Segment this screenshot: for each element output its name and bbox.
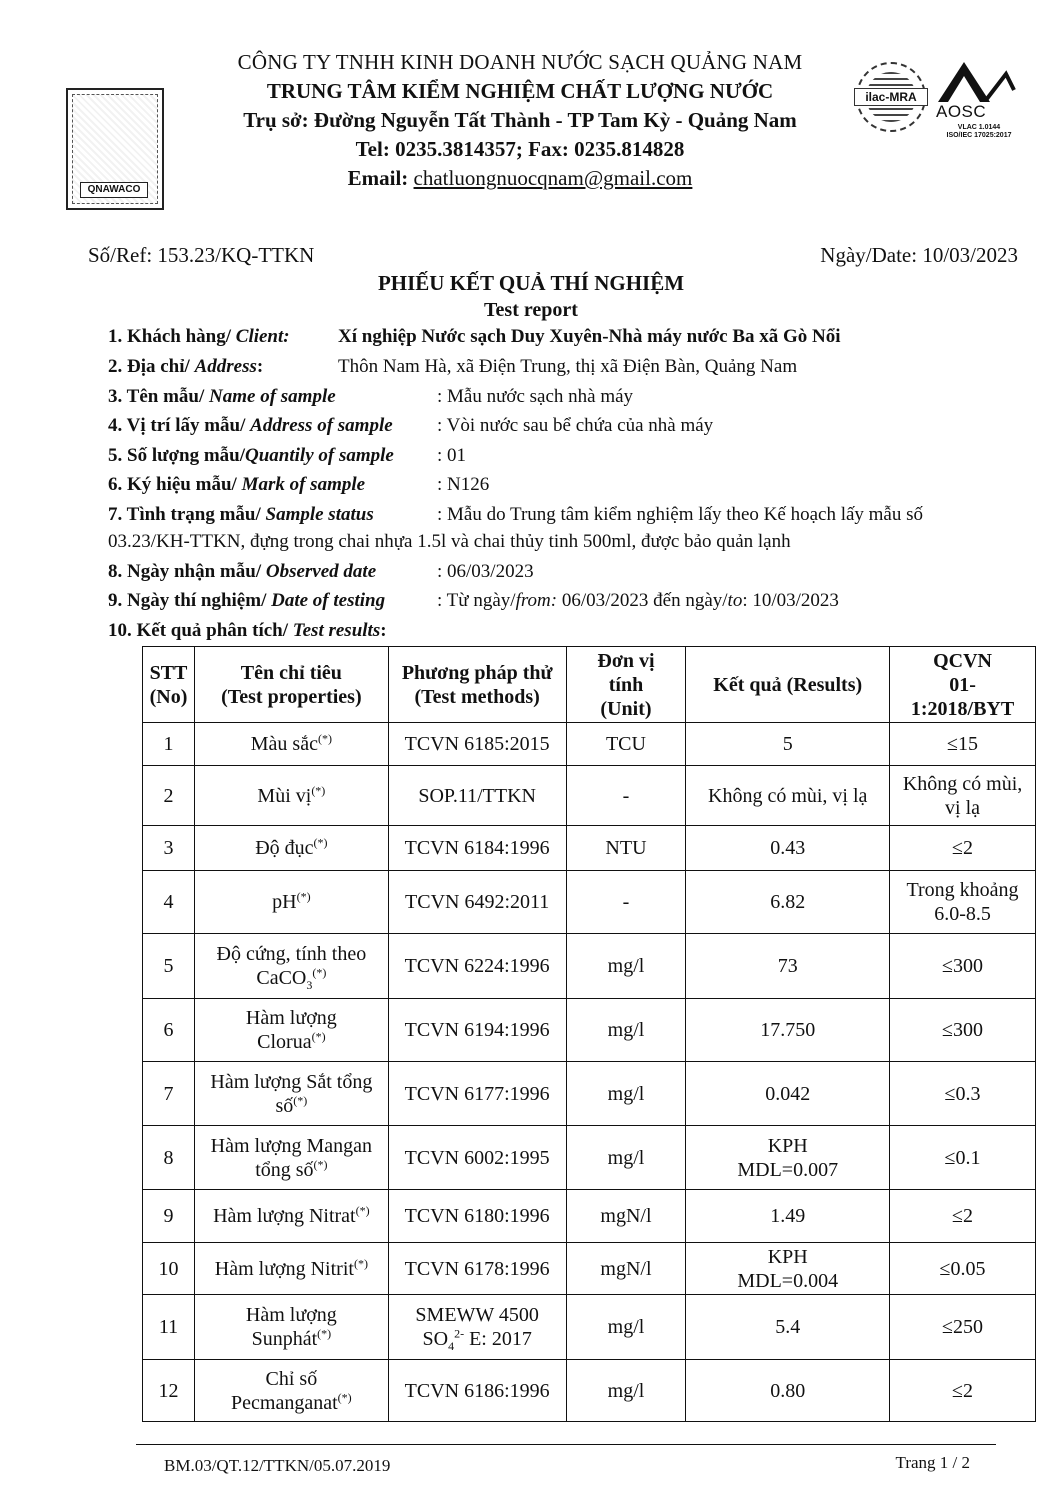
cell-method: TCVN 6186:1996 — [388, 1360, 566, 1422]
cell-unit: - — [566, 766, 686, 826]
sample-location-row — [108, 415, 393, 437]
aosc-label: AOSC — [936, 102, 987, 121]
ilac-seal-text: ilac-MRA — [854, 88, 928, 106]
cell-limit: ≤0.1 — [890, 1126, 1036, 1190]
aosc-vlac: VLAC 1.0144 — [957, 124, 1001, 131]
cell-method: SOP.11/TTKN — [388, 766, 566, 826]
cell-unit: mg/l — [566, 1126, 686, 1190]
received-value: : 06/03/2023 — [437, 561, 534, 582]
cell-name: Hàm lượng Sunphát(*) — [194, 1295, 388, 1360]
sample-location-value: : Vòi nước sau bể chứa của nhà máy — [437, 415, 714, 436]
client-value: Xí nghiệp Nước sạch Duy Xuyên-Nhà máy nước Ba xã Gò Nổi — [338, 326, 841, 347]
cell-no: 3 — [143, 826, 195, 871]
cell-no: 9 — [143, 1190, 195, 1243]
cell-limit: ≤2 — [890, 1190, 1036, 1243]
form-code: BM.03/QT.12/TTKN/05.07.2019 — [164, 1456, 391, 1475]
letterhead — [170, 48, 870, 193]
cell-result: 73 — [686, 934, 890, 999]
cell-method: TCVN 6194:1996 — [388, 999, 566, 1062]
cell-method: TCVN 6180:1996 — [388, 1190, 566, 1243]
client-row — [108, 326, 290, 348]
table-row — [143, 826, 1036, 871]
report-title: PHIẾU KẾT QUẢ THÍ NGHIỆM — [377, 271, 685, 295]
cell-limit: ≤2 — [890, 826, 1036, 871]
cell-name: Hàm lượng Nitrit(*) — [194, 1243, 388, 1295]
quantity-row — [108, 445, 394, 467]
cell-limit: ≤0.3 — [890, 1062, 1036, 1126]
aosc-sub — [934, 124, 1024, 140]
testing-row — [108, 590, 385, 612]
cell-unit: mg/l — [566, 1360, 686, 1422]
received-row — [108, 561, 376, 583]
table-row — [143, 766, 1036, 826]
cell-method: SMEWW 4500 $SO_4^{2-}$ E: 2017 — [388, 1295, 566, 1360]
cell-method: TCVN 6002:1995 — [388, 1126, 566, 1190]
aosc-accreditation-mark — [934, 60, 1024, 140]
cell-name: Hàm lượng Clorua(*) — [194, 999, 388, 1062]
cell-result: 5 — [686, 723, 890, 766]
cell-no: 11 — [143, 1295, 195, 1360]
cell-method: TCVN 6185:2015 — [388, 723, 566, 766]
cell-unit: mgN/l — [566, 1243, 686, 1295]
table-header-row — [143, 647, 1036, 723]
table-row — [143, 1243, 1036, 1295]
cell-no: 4 — [143, 871, 195, 934]
table-row — [143, 1360, 1036, 1422]
testing-label: 9. Ngày thí nghiệm/ Date of testing — [108, 590, 386, 611]
results-table — [142, 646, 1036, 1422]
cell-name: Hàm lượng Sắt tổng số(*) — [194, 1062, 388, 1126]
cell-result: 0.80 — [686, 1360, 890, 1422]
company-name: CÔNG TY TNHH KINH DOANH NƯỚC SẠCH QUẢNG NAM — [237, 50, 803, 74]
cell-limit: Không có mùi, vị lạ — [890, 766, 1036, 826]
cell-unit: TCU — [566, 723, 686, 766]
cell-result: Không có mùi, vị lạ — [686, 766, 890, 826]
mark-label: 6. Ký hiệu mẫu/ Mark of sample — [108, 474, 366, 495]
sample-location-label: 4. Vị trí lấy mẫu/ Address of sample — [108, 415, 393, 436]
reference-number: Số/Ref: 153.23/KQ-TTKN — [88, 243, 315, 267]
cell-no: 6 — [143, 999, 195, 1062]
col-header-method: Phương pháp thử (Test methods) — [388, 647, 566, 723]
cell-unit: mg/l — [566, 1295, 686, 1360]
report-subtitle: Test report — [484, 299, 578, 321]
aosc-triangle-icon — [934, 60, 1024, 104]
status-value-line2: 03.23/KH-TTKN, đựng trong chai nhựa 1.5l và chai thủy tinh 500ml, được bảo quản lạnh — [108, 531, 791, 552]
cell-result: KPH MDL=0.004 — [686, 1243, 890, 1295]
report-date: Ngày/Date: 10/03/2023 — [820, 243, 1018, 267]
received-label: 8. Ngày nhận mẫu/ Observed date — [108, 561, 377, 582]
client-label: 1. Khách hàng/ Client: — [108, 326, 290, 347]
footer-divider — [136, 1444, 996, 1445]
table-row — [143, 999, 1036, 1062]
cell-no: 10 — [143, 1243, 195, 1295]
table-row — [143, 1190, 1036, 1243]
email-label: Email: — [347, 166, 409, 190]
sample-name-value: : Mẫu nước sạch nhà máy — [437, 386, 634, 407]
cell-result: 5.4 — [686, 1295, 890, 1360]
testing-value: : Từ ngày/from: 06/03/2023 đến ngày/to: 10/03/2023 — [437, 590, 839, 611]
page-number: Trang 1 / 2 — [895, 1453, 970, 1472]
table-row — [143, 1062, 1036, 1126]
company-logo — [66, 88, 164, 210]
cell-no: 12 — [143, 1360, 195, 1422]
cell-limit: ≤300 — [890, 999, 1036, 1062]
cell-limit: ≤15 — [890, 723, 1036, 766]
cell-result: 0.042 — [686, 1062, 890, 1126]
mark-value: : N126 — [437, 474, 490, 495]
cell-unit: mg/l — [566, 999, 686, 1062]
cell-method: TCVN 6492:2011 — [388, 871, 566, 934]
cell-method: TCVN 6184:1996 — [388, 826, 566, 871]
col-header-result: Kết quả (Results) — [686, 647, 890, 723]
company-phone: Tel: 0235.3814357; Fax: 0235.814828 — [355, 137, 685, 161]
address-label: 2. Địa chỉ/ Address: — [108, 356, 264, 377]
cell-unit: - — [566, 871, 686, 934]
cell-result: 6.82 — [686, 871, 890, 934]
cell-unit: mgN/l — [566, 1190, 686, 1243]
address-row — [108, 356, 263, 378]
cell-limit: Trong khoảng 6.0-8.5 — [890, 871, 1036, 934]
table-row — [143, 1295, 1036, 1360]
quantity-value: : 01 — [437, 445, 467, 466]
results-heading: 10. Kết quả phân tích/ Test results: — [108, 620, 387, 641]
cell-result: KPH MDL=0.007 — [686, 1126, 890, 1190]
cell-name: Độ cứng, tính theo CaCO$_3$(*) — [194, 934, 388, 999]
aosc-iso: ISO/IEC 17025:2017 — [946, 132, 1012, 139]
cell-name: Chỉ số Pecmanganat(*) — [194, 1360, 388, 1422]
table-row — [143, 723, 1036, 766]
col-header-name: Tên chỉ tiêu (Test properties) — [194, 647, 388, 723]
cell-result: 1.49 — [686, 1190, 890, 1243]
ilac-mra-seal — [856, 62, 926, 132]
status-label: 7. Tình trạng mẫu/ Sample status — [108, 504, 374, 525]
quantity-label: 5. Số lượng mẫu/Quantily of sample — [108, 445, 394, 466]
status-value-line1: : Mẫu do Trung tâm kiểm nghiệm lấy theo Kế hoạch lấy mẫu số — [437, 504, 924, 525]
cell-method: TCVN 6177:1996 — [388, 1062, 566, 1126]
cell-no: 5 — [143, 934, 195, 999]
cell-unit: mg/l — [566, 934, 686, 999]
cell-method: TCVN 6224:1996 — [388, 934, 566, 999]
table-row — [143, 1126, 1036, 1190]
logo-caption: QNAWACO — [80, 182, 148, 198]
mark-row — [108, 474, 365, 496]
company-email — [170, 164, 870, 193]
cell-no: 1 — [143, 723, 195, 766]
status-row — [108, 504, 374, 526]
table-row — [143, 871, 1036, 934]
address-value: Thôn Nam Hà, xã Điện Trung, thị xã Điện Bàn, Quảng Nam — [338, 356, 798, 377]
cell-method: TCVN 6178:1996 — [388, 1243, 566, 1295]
cell-result: 0.43 — [686, 826, 890, 871]
col-header-stt: STT (No) — [143, 647, 195, 723]
cell-limit: ≤250 — [890, 1295, 1036, 1360]
cell-name: Mùi vị(*) — [194, 766, 388, 826]
center-name: TRUNG TÂM KIỂM NGHIỆM CHẤT LƯỢNG NƯỚC — [266, 79, 774, 103]
col-header-qcvn: QCVN 01- 1:2018/BYT — [890, 647, 1036, 723]
cell-limit: ≤2 — [890, 1360, 1036, 1422]
cell-name: Hàm lượng Nitrat(*) — [194, 1190, 388, 1243]
col-header-unit: Đơn vị tính (Unit) — [566, 647, 686, 723]
cell-name: Màu sắc(*) — [194, 723, 388, 766]
cell-unit: NTU — [566, 826, 686, 871]
cell-unit: mg/l — [566, 1062, 686, 1126]
email-link[interactable]: chatluongnuocqnam@gmail.com — [413, 166, 693, 190]
cell-no: 7 — [143, 1062, 195, 1126]
cell-no: 8 — [143, 1126, 195, 1190]
sample-name-row — [108, 386, 336, 408]
cell-result: 17.750 — [686, 999, 890, 1062]
table-row — [143, 934, 1036, 999]
sample-name-label: 3. Tên mẫu/ Name of sample — [108, 386, 336, 407]
cell-name: Độ đục(*) — [194, 826, 388, 871]
cell-limit: ≤0.05 — [890, 1243, 1036, 1295]
cell-no: 2 — [143, 766, 195, 826]
cell-name: Hàm lượng Mangan tổng số(*) — [194, 1126, 388, 1190]
company-address: Trụ sở: Đường Nguyễn Tất Thành - TP Tam Kỳ - Quảng Nam — [243, 108, 797, 132]
cell-limit: ≤300 — [890, 934, 1036, 999]
cell-name: pH(*) — [194, 871, 388, 934]
